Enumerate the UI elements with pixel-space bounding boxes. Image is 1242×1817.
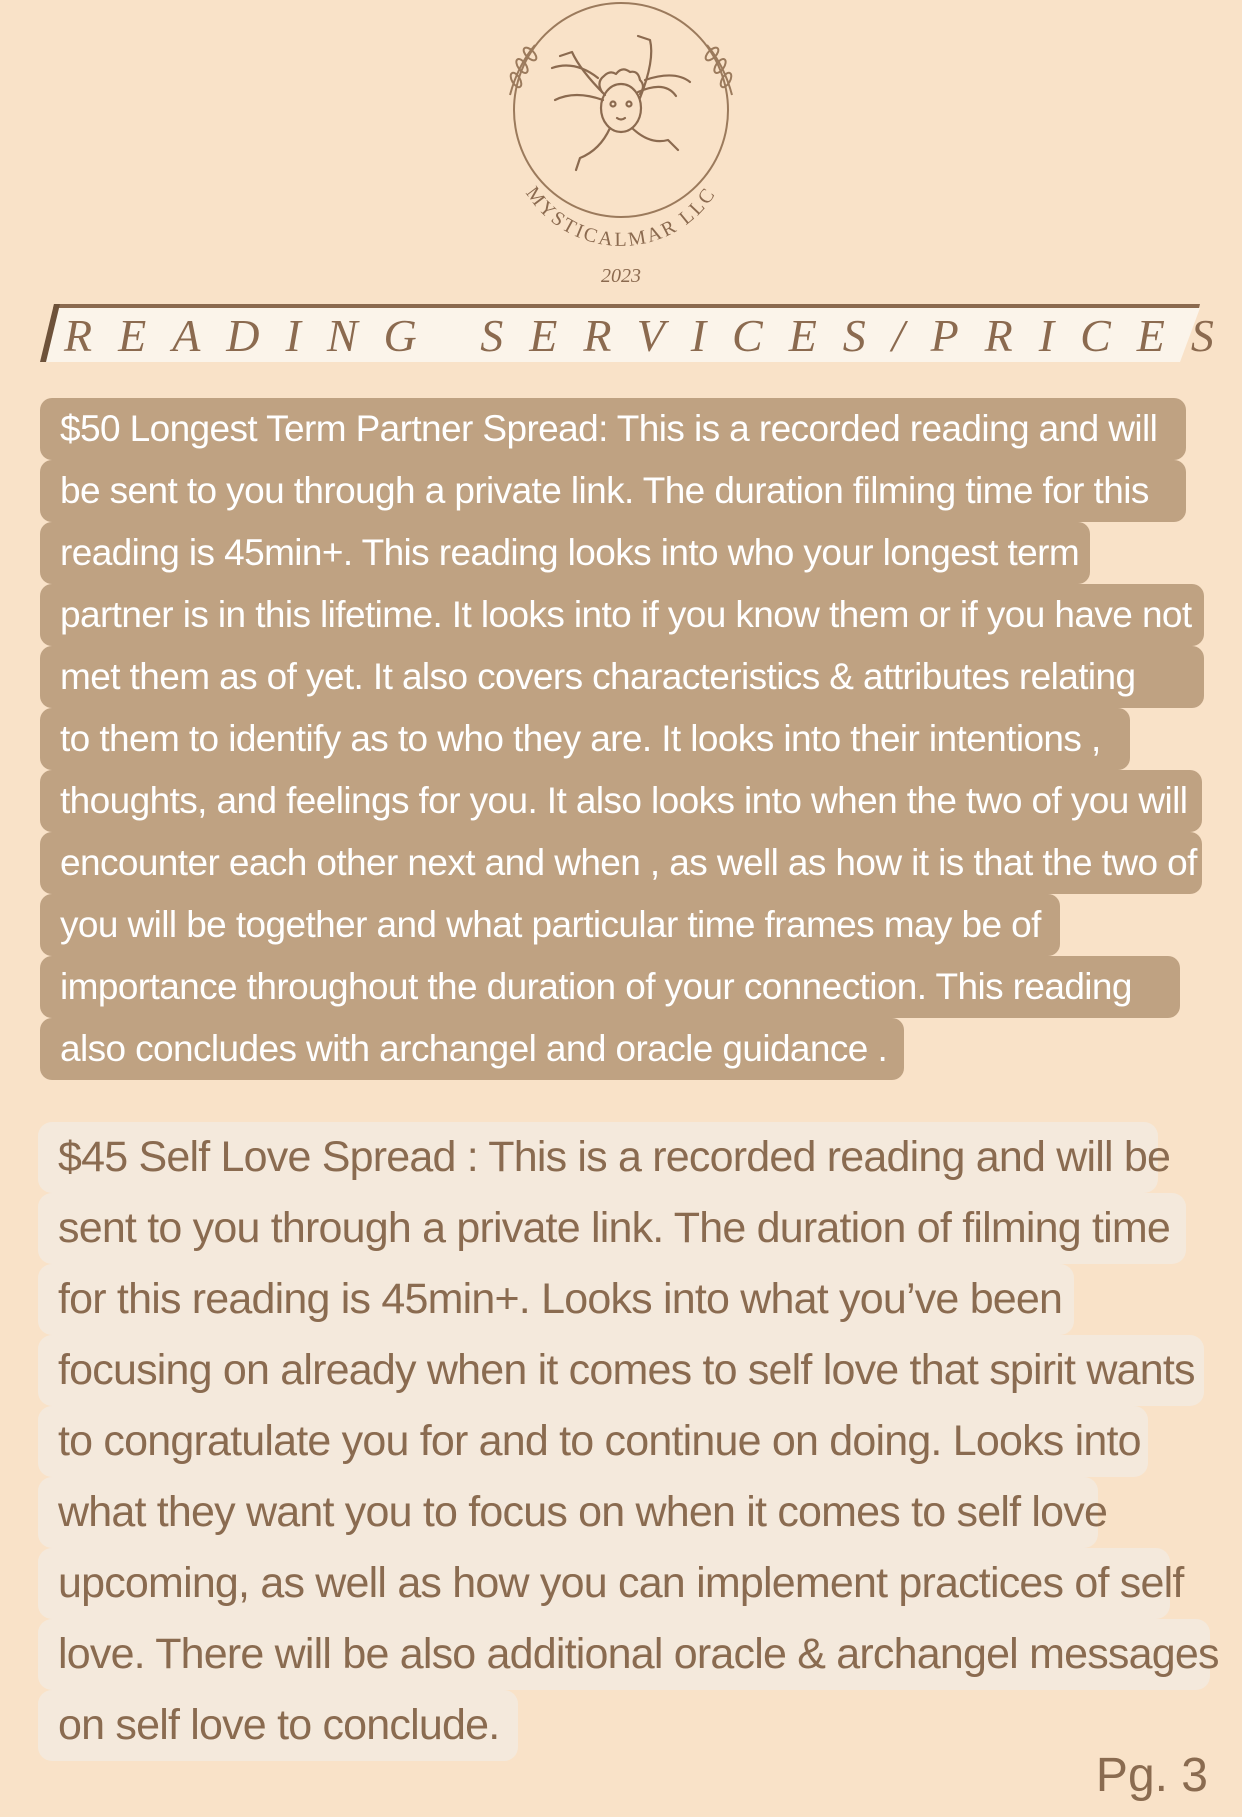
text-line: you will be together and what particular time frames may be of (40, 894, 1060, 956)
text-line: reading is 45min+. This reading looks into who your longest term (40, 522, 1090, 584)
text-line: be sent to you through a private link. The duration filming time for this (40, 460, 1186, 522)
text-line: importance throughout the duration of your connection. This reading (40, 956, 1180, 1018)
page-number: Pg. 3 (1095, 1749, 1208, 1802)
laurel-right-icon (704, 45, 734, 95)
text-line: to congratulate you for and to continue on doing. Looks into (38, 1406, 1148, 1477)
text-line: sent to you through a private link. The duration of filming time (38, 1193, 1186, 1264)
logo-year: 2023 (601, 265, 641, 287)
laurel-left-icon (509, 45, 539, 95)
text-line: also concludes with archangel and oracle guidance . (40, 1018, 904, 1080)
text-line: $45 Self Love Spread : This is a recorded reading and will be (38, 1122, 1158, 1193)
text-line: $50 Longest Term Partner Spread: This is a recorded reading and will (40, 398, 1186, 460)
logo-brand-text: MYSTICALMAR LLC (521, 182, 721, 251)
text-line: focusing on already when it comes to self love that spirit wants (38, 1335, 1204, 1406)
text-line: to them to identify as to who they are. It looks into their intentions , (40, 708, 1130, 770)
text-line: encounter each other next and when , as well as how it is that the two of (40, 832, 1202, 894)
text-line: upcoming, as well as how you can implement practices of self (38, 1548, 1170, 1619)
text-line: partner is in this lifetime. It looks into if you know them or if you have not (40, 584, 1204, 646)
mysticalmar-logo (480, 0, 762, 290)
text-line: for this reading is 45min+. Looks into what you’ve been (38, 1264, 1074, 1335)
text-line: on self love to conclude. (38, 1690, 518, 1761)
text-line: met them as of yet. It also covers characteristics & attributes relating (40, 646, 1204, 708)
text-line: love. There will be also additional oracle & archangel messages (38, 1619, 1210, 1690)
text-line: thoughts, and feelings for you. It also looks into when the two of you will (40, 770, 1202, 832)
text-line: what they want you to focus on when it comes to self love (38, 1477, 1098, 1548)
page-title: READING SERVICES/PRICES (64, 310, 1240, 361)
trinacria-medusa-icon (552, 36, 690, 170)
